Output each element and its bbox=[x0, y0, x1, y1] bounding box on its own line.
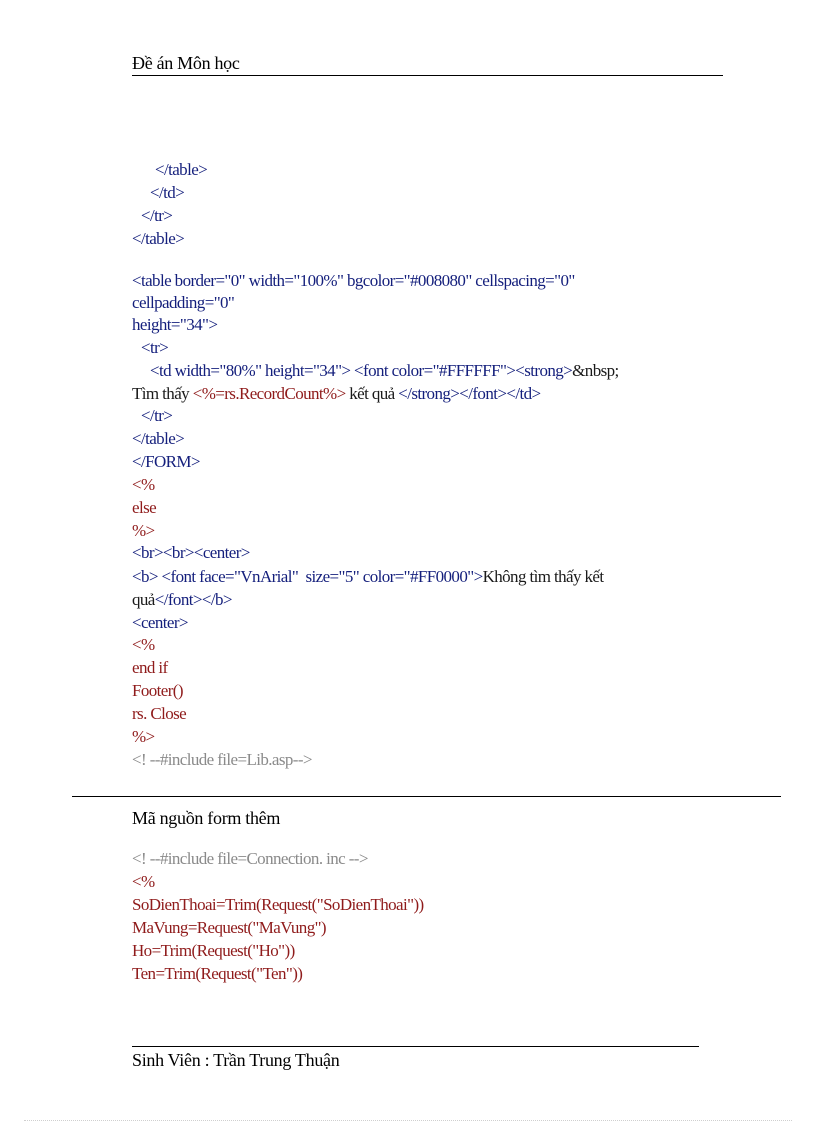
code-line: %> bbox=[132, 521, 155, 540]
code-line: rs. Close bbox=[132, 704, 187, 723]
code-token-html: <b> <font face="VnArial" size="5" color="#FF0000"> bbox=[132, 567, 483, 586]
page-bottom-border bbox=[24, 1120, 792, 1121]
code-line: <% bbox=[132, 872, 155, 891]
code-line: </FORM> bbox=[132, 452, 200, 471]
code-token-asp: <%=rs.RecordCount%> bbox=[192, 384, 346, 403]
code-line: SoDienThoai=Trim(Request("SoDienThoai")) bbox=[132, 895, 424, 914]
code-token-html: </font></b> bbox=[154, 590, 232, 609]
header-divider bbox=[132, 75, 723, 76]
code-line: <% bbox=[132, 475, 155, 494]
code-token-text: kết quả bbox=[345, 384, 399, 403]
code-token-text: Không tìm thấy kết bbox=[482, 567, 604, 586]
code-line: </tr> bbox=[141, 206, 173, 225]
code-line: %> bbox=[132, 727, 155, 746]
section-title: Mã nguồn form thêm bbox=[132, 808, 281, 828]
code-token-text: Tìm thấy bbox=[132, 384, 193, 403]
code-line: else bbox=[132, 498, 157, 517]
code-line bbox=[132, 383, 540, 405]
code-line: cellpadding="0" bbox=[132, 293, 235, 312]
section-divider bbox=[72, 796, 781, 797]
code-line: <! --#include file=Connection. inc --> bbox=[132, 849, 368, 868]
code-line: </table> bbox=[155, 160, 208, 179]
footer-divider bbox=[132, 1046, 699, 1047]
code-token-html: </strong></font></td> bbox=[398, 384, 541, 403]
code-line: MaVung=Request("MaVung") bbox=[132, 918, 326, 937]
code-line bbox=[150, 360, 619, 382]
code-line: </td> bbox=[150, 183, 185, 202]
code-line: </table> bbox=[132, 229, 185, 248]
code-token-text: &nbsp; bbox=[572, 361, 619, 380]
code-line: </tr> bbox=[141, 406, 173, 425]
code-line: <center> bbox=[132, 613, 188, 632]
footer-author: Sinh Viên : Trần Trung Thuận bbox=[132, 1050, 340, 1070]
code-line: <! --#include file=Lib.asp--> bbox=[132, 750, 312, 769]
code-line: Footer() bbox=[132, 681, 183, 700]
code-token-text: quả bbox=[132, 590, 155, 609]
code-line: height="34"> bbox=[132, 315, 218, 334]
code-line: <% bbox=[132, 635, 155, 654]
header-title: Đề án Môn học bbox=[132, 53, 240, 73]
code-token-html: <td width="80%" height="34"> <font color="#FFFFFF"><strong> bbox=[150, 361, 573, 380]
code-line: <br><br><center> bbox=[132, 543, 250, 562]
code-line bbox=[132, 566, 604, 588]
code-line bbox=[132, 589, 232, 611]
code-line: end if bbox=[132, 658, 168, 677]
code-line: Ho=Trim(Request("Ho")) bbox=[132, 941, 295, 960]
code-line: <table border="0" width="100%" bgcolor="#008080" cellspacing="0" bbox=[132, 271, 575, 290]
code-line: </table> bbox=[132, 429, 185, 448]
code-line: <tr> bbox=[141, 338, 169, 357]
code-line: Ten=Trim(Request("Ten")) bbox=[132, 964, 303, 983]
